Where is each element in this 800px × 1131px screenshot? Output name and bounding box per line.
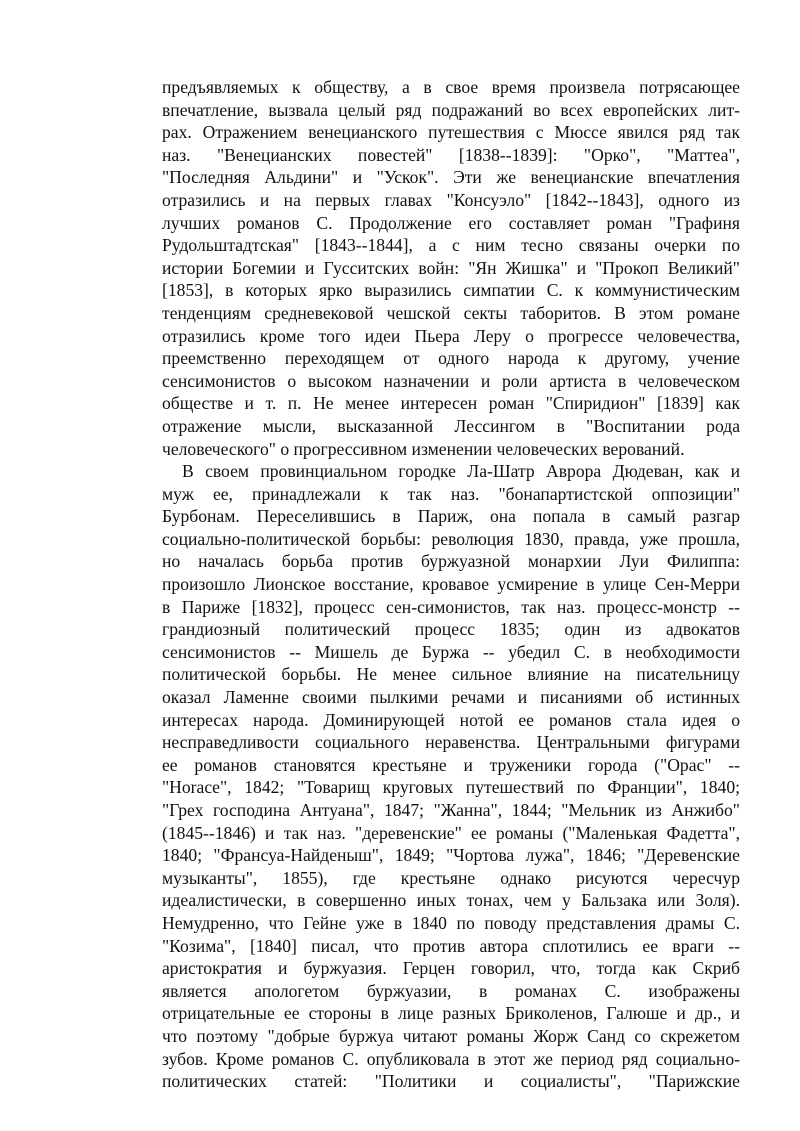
text-line: лучших романов С. Продолжение его составляет роман "Графиня bbox=[162, 212, 740, 233]
text-line: сенсимонистов -- Мишель де Буржа -- убедил С. в необходимости bbox=[162, 641, 740, 662]
text-line: социально-политической борьбы: революция 1830, правда, уже прошла, bbox=[162, 528, 740, 549]
text-line: оказал Ламенне своими пылкими речами и писаниями об истинных bbox=[162, 687, 740, 708]
text-line: грандиозный политический процесс 1835; один из адвокатов bbox=[162, 619, 740, 640]
text-line: политических статей: "Политики и социалисты", "Парижские bbox=[162, 1071, 740, 1092]
text-line: "Последняя Альдини" и "Ускок". Эти же венецианские впечатления bbox=[162, 167, 740, 188]
text-line: наз. "Венецианских повестей" [1838--1839]: "Орко", "Маттеа", bbox=[162, 144, 740, 165]
text-line: отразились кроме того идеи Пьера Леру о прогрессе человечества, bbox=[162, 325, 740, 346]
document-page bbox=[162, 76, 740, 1093]
text-line: "Horace", 1842; "Товарищ круговых путешествий по Франции", 1840; bbox=[162, 777, 740, 798]
text-line: сенсимонистов о высоком назначении и роли артиста в человеческом bbox=[162, 370, 740, 391]
paragraph-2 bbox=[162, 460, 740, 1093]
text-line: что поэтому "добрые буржуа читают романы Жорж Санд со скрежетом bbox=[162, 1025, 740, 1046]
text-line: является апологетом буржуазии, в романах С. изображены bbox=[162, 980, 740, 1001]
text-line: зубов. Кроме романов С. опубликовала в этот же период ряд социально- bbox=[162, 1048, 740, 1069]
text-line: Рудольштадтская" [1843--1844], а с ним тесно связаны очерки по bbox=[162, 235, 740, 256]
text-line: но началась борьба против буржуазной монархии Луи Филиппа: bbox=[162, 551, 740, 572]
text-line: Немудренно, что Гейне уже в 1840 по поводу представления драмы С. bbox=[162, 912, 740, 933]
text-line: предъявляемых к обществу, а в свое время произвела потрясающее bbox=[162, 77, 740, 97]
text-line: отрицательные ее стороны в лице разных Бриколенов, Галюше и др., и bbox=[162, 1003, 740, 1024]
text-line: "Козима", [1840] писал, что против автора сплотились ее враги -- bbox=[162, 935, 740, 956]
text-line: впечатление, вызвала целый ряд подражаний во всех европейских лит- bbox=[162, 99, 740, 120]
text-line: в Париже [1832], процесс сен-симонистов, так наз. процесс-монстр -- bbox=[162, 596, 740, 617]
text-line: тенденциям средневековой чешской секты таборитов. В этом романе bbox=[162, 302, 740, 323]
text-line: несправедливости социального неравенства. Центральными фигурами bbox=[162, 732, 740, 753]
text-line: рах. Отражением венецианского путешествия с Мюссе явился ряд так bbox=[162, 122, 740, 143]
text-line: идеалистически, в совершенно иных тонах, чем у Бальзака или Золя). bbox=[162, 890, 740, 911]
text-line: произошло Лионское восстание, кровавое усмирение в улице Сен-Мерри bbox=[162, 574, 740, 595]
text-line: 1840; "Франсуа-Найденыш", 1849; "Чортова лужа", 1846; "Деревенские bbox=[162, 845, 740, 866]
text-line: отразились и на первых главах "Консуэло" [1842--1843], одного из bbox=[162, 189, 740, 210]
text-line: аристократия и буржуазия. Герцен говорил, что, тогда как Скриб bbox=[162, 958, 740, 979]
text-line: муж ее, принадлежали к так наз. "бонапартистской оппозиции" bbox=[162, 483, 740, 504]
text-line: (1845--1846) и так наз. "деревенские" ее романы ("Маленькая Фадетта", bbox=[162, 822, 740, 843]
text-line: преемственно переходящем от одного народа к другому, учение bbox=[162, 348, 740, 369]
text-line: музыканты", 1855), где крестьяне однако рисуются чересчур bbox=[162, 867, 740, 888]
text-line: обществе и т. п. Не менее интересен роман "Спиридион" [1839] как bbox=[162, 393, 740, 414]
text-line: "Грех господина Антуана", 1847; "Жанна", 1844; "Мельник из Анжибо" bbox=[162, 800, 740, 820]
text-line: интересах народа. Доминирующей нотой ее романов стала идея о bbox=[162, 709, 740, 730]
paragraph-1 bbox=[162, 76, 740, 460]
text-line: человеческого" о прогрессивном изменении человеческих верований. bbox=[162, 438, 685, 459]
text-line: Бурбонам. Переселившись в Париж, она попала в самый разгар bbox=[162, 506, 740, 527]
text-line: истории Богемии и Гусситских войн: "Ян Жишка" и "Прокоп Великий" bbox=[162, 257, 740, 278]
text-line: отражение мысли, высказанной Лессингом в "Воспитании рода bbox=[162, 415, 740, 436]
text-line: ее романов становятся крестьяне и труженики города ("Орас" -- bbox=[162, 754, 740, 775]
text-line: В своем провинциальном городке Ла-Шатр Аврора Дюдеван, как и bbox=[182, 461, 740, 482]
text-line: политической борьбы. Не менее сильное влияние на писательницу bbox=[162, 664, 740, 685]
text-line: [1853], в которых ярко выразились симпатии С. к коммунистическим bbox=[162, 280, 740, 301]
